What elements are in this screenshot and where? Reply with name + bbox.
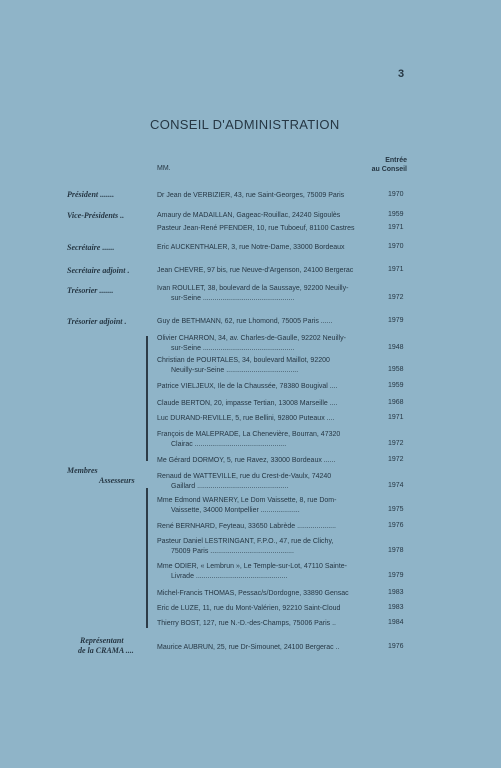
member-entry <box>157 356 406 376</box>
member-entry <box>157 317 406 327</box>
entry-year: 1971 <box>388 266 404 273</box>
role-representant: Représentant <box>80 636 124 645</box>
member-entry <box>157 191 406 201</box>
entry-year: 1968 <box>388 399 404 406</box>
entree-header <box>372 156 407 174</box>
role-vice-presidents: Vice-Présidents .. <box>67 211 125 220</box>
entry-year: 1959 <box>388 382 404 389</box>
entry-year: 1970 <box>388 191 404 198</box>
member-entry-line: Renaud de WATTEVILLE, rue du Crest-de-Vaulx, 74240 <box>157 473 332 480</box>
member-entry-line: Dr Jean de VERBIZIER, 43, rue Saint-Georges, 75009 Paris <box>157 192 345 199</box>
member-entry-line: Clairac ............................................... <box>171 441 287 448</box>
member-entry <box>157 643 406 653</box>
member-entry-line: Neuilly-sur-Seine ..................................... <box>171 367 299 374</box>
member-entry <box>157 472 406 492</box>
entry-year: 1979 <box>388 317 404 324</box>
role-secretaire: Secrétaire ...... <box>67 243 115 252</box>
bracket-top <box>146 336 148 461</box>
entry-year: 1975 <box>388 506 404 513</box>
entree-line2: au Conseil <box>371 166 407 173</box>
entry-year: 1974 <box>388 482 404 489</box>
page-number: 3 <box>398 68 405 80</box>
role-tresorier: Trésorier ....... <box>67 286 114 295</box>
entry-year: 1970 <box>388 243 404 250</box>
entry-year: 1978 <box>388 547 404 554</box>
entry-year: 1983 <box>388 589 404 596</box>
member-entry-line: 75009 Paris ........................................... <box>171 548 294 555</box>
member-entry-line: René BERNHARD, Feyteau, 33650 Labrède .................... <box>157 523 336 530</box>
member-entry-line: Me Gérard DORMOY, 5, rue Ravez, 33000 Bordeaux ...... <box>157 457 336 464</box>
entry-year: 1984 <box>388 619 404 626</box>
entry-year: 1983 <box>388 604 404 611</box>
member-entry-line: sur-Seine ............................................... <box>171 295 295 302</box>
member-entry-line: Ivan ROULLET, 38, boulevard de la Saussaye, 92200 Neuilly- <box>157 285 349 292</box>
entry-year: 1972 <box>388 440 404 447</box>
member-entry-line: Jean CHEVRE, 97 bis, rue Neuve-d'Argenson, 24100 Bergerac <box>157 267 354 274</box>
entry-year: 1976 <box>388 522 404 529</box>
member-entry-line: sur-Seine ............................................... <box>171 345 295 352</box>
member-entry-line: François de MALEPRADE, La Chenevière, Bourran, 47320 <box>157 431 341 438</box>
entry-year: 1979 <box>388 572 404 579</box>
member-entry-line: Luc DURAND-REVILLE, 5, rue Bellini, 92800 Puteaux .... <box>157 415 335 422</box>
member-entry <box>157 456 406 466</box>
entry-year: 1959 <box>388 211 404 218</box>
member-entry-line: Amaury de MADAILLAN, Gageac-Rouillac, 24240 Sigoulès <box>157 212 341 219</box>
entry-year: 1976 <box>388 643 404 650</box>
member-entry <box>157 589 406 599</box>
member-entry-line: Gaillard ............................................... <box>171 483 289 490</box>
entry-year: 1971 <box>388 414 404 421</box>
role-de-la-crama: de la CRAMA .... <box>78 646 134 655</box>
member-entry <box>157 414 406 424</box>
member-entry-line: Eric de LUZE, 11, rue du Mont-Valérien, 92210 Saint-Cloud <box>157 605 341 612</box>
member-entry-line: Mme Edmond WARNERY, Le Dom Vaissette, 8, rue Dom- <box>157 497 337 504</box>
role-membres: Membres <box>67 466 98 475</box>
member-entry <box>157 224 406 234</box>
entry-year: 1958 <box>388 366 404 373</box>
bracket-bottom <box>146 488 148 628</box>
member-entry <box>157 382 406 392</box>
member-entry-line: Pasteur Daniel LESTRINGANT, F.P.O., 47, rue de Clichy, <box>157 538 334 545</box>
member-entry <box>157 522 406 532</box>
member-entry-line: Christian de POURTALES, 34, boulevard Maillot, 92200 <box>157 357 330 364</box>
member-entry-line: Thierry BOST, 127, rue N.-D.-des-Champs, 75006 Paris .. <box>157 620 336 627</box>
entry-year: 1948 <box>388 344 404 351</box>
role-assesseurs: Assesseurs <box>99 476 135 485</box>
role-tresorier-adjoint: Trésorier adjoint . <box>67 317 127 326</box>
member-entry <box>157 211 406 221</box>
member-entry <box>157 604 406 614</box>
member-entry-line: Livrade ............................................... <box>171 573 288 580</box>
member-entry <box>157 243 406 253</box>
member-entry <box>157 496 406 516</box>
member-entry-line: Maurice AUBRUN, 25, rue Dr-Simounet, 24100 Bergerac .. <box>157 644 340 651</box>
entry-year: 1972 <box>388 294 404 301</box>
role-president: Président ....... <box>67 190 115 199</box>
member-entry-line: Olivier CHARRON, 34, av. Charles-de-Gaulle, 92202 Neuilly- <box>157 335 346 342</box>
member-entry-line: Patrice VIELJEUX, Ile de la Chaussée, 78380 Bougival .... <box>157 383 338 390</box>
member-entry <box>157 562 406 582</box>
member-entry-line: Michel-Francis THOMAS, Pessac/s/Dordogne, 33890 Gensac <box>157 590 349 597</box>
mm-header: MM. <box>157 165 171 172</box>
member-entry <box>157 430 406 450</box>
member-entry-line: Pasteur Jean-René PFENDER, 10, rue Tuboeuf, 81100 Castres <box>157 225 355 232</box>
member-entry-line: Claude BERTON, 20, impasse Tertian, 13008 Marseille .... <box>157 400 338 407</box>
entry-year: 1971 <box>388 224 404 231</box>
member-entry-line: Eric AUCKENTHALER, 3, rue Notre-Dame, 33000 Bordeaux <box>157 244 345 251</box>
entry-year: 1972 <box>388 456 404 463</box>
role-secretaire-adjoint: Secrétaire adjoint . <box>67 266 130 275</box>
member-entry-line: Mme ODIER, « Lembrun », Le Temple-sur-Lot, 47110 Sainte- <box>157 563 347 570</box>
member-entry-line: Guy de BETHMANN, 62, rue Lhomond, 75005 Paris ...... <box>157 318 333 325</box>
member-entry <box>157 266 406 276</box>
member-entry-line: Vaissette, 34000 Montpellier .................... <box>171 507 300 514</box>
entree-line1: Entrée <box>385 157 407 164</box>
member-entry <box>157 399 406 409</box>
page-title: CONSEIL D'ADMINISTRATION <box>150 117 340 132</box>
member-entry <box>157 619 406 629</box>
member-entry <box>157 537 406 557</box>
member-entry <box>157 334 406 354</box>
member-entry <box>157 284 406 304</box>
